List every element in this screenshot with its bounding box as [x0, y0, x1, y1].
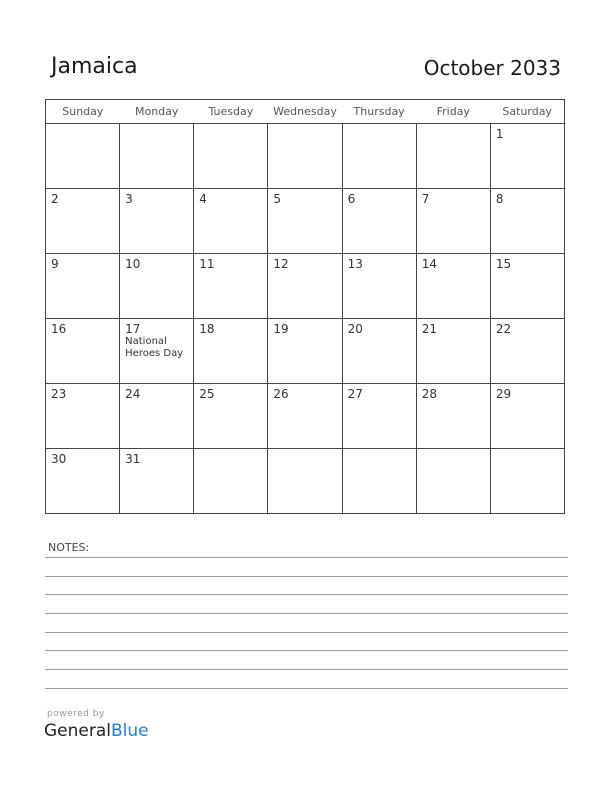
day-cell: [268, 124, 342, 189]
day-cell: [490, 254, 564, 319]
day-cell: [46, 319, 120, 384]
week-row: [46, 319, 565, 384]
day-number: 25: [199, 387, 215, 401]
day-number: 1: [495, 127, 504, 141]
day-cell: [416, 319, 490, 384]
calendar-grid: [45, 99, 565, 514]
note-line: [45, 632, 568, 633]
powered-by-text: powered by: [47, 709, 105, 719]
day-number: 9: [51, 257, 59, 271]
day-cell: [120, 254, 194, 319]
day-number: 29: [495, 387, 512, 401]
day-cell: [268, 449, 342, 514]
day-cell: [490, 124, 564, 189]
day-number: 14: [421, 257, 437, 271]
day-cell: [342, 384, 416, 449]
day-number: 17: [125, 322, 141, 336]
logo-general: General: [44, 721, 111, 741]
day-cell: [342, 189, 416, 254]
day-cell: [490, 449, 564, 514]
day-cell: [416, 384, 490, 449]
day-number: 22: [495, 322, 512, 336]
day-number: 31: [125, 452, 141, 466]
day-number: 8: [495, 192, 504, 206]
note-line: [45, 594, 568, 595]
country-title: Jamaica: [51, 54, 138, 79]
day-cell: [268, 189, 342, 254]
weekday-monday: Monday: [120, 100, 194, 124]
day-number: 7: [421, 192, 430, 206]
logo-blue: Blue: [111, 721, 149, 741]
day-cell: [120, 384, 194, 449]
day-cell: [490, 384, 564, 449]
day-cell: [46, 189, 120, 254]
note-line: [45, 613, 568, 614]
weekday-sunday: Sunday: [46, 100, 120, 124]
month-title: October 2033: [423, 56, 561, 80]
day-number: 27: [347, 387, 363, 401]
day-number: 13: [347, 257, 363, 271]
day-cell: [342, 449, 416, 514]
holiday-label: National Heroes Day: [125, 336, 184, 359]
day-cell: [120, 319, 194, 384]
day-cell: [268, 384, 342, 449]
week-row: [46, 254, 565, 319]
day-cell: [120, 449, 194, 514]
day-number: 6: [347, 192, 356, 206]
day-cell: [194, 319, 268, 384]
day-cell: [416, 189, 490, 254]
week-row: [46, 384, 565, 449]
day-cell: [194, 254, 268, 319]
day-cell: [194, 449, 268, 514]
day-cell: [194, 384, 268, 449]
day-cell: [194, 124, 268, 189]
weekday-tuesday: Tuesday: [194, 100, 268, 124]
day-number: 20: [347, 322, 363, 336]
day-cell: [490, 319, 564, 384]
generalblue-logo: [44, 721, 149, 741]
day-number: 19: [273, 322, 289, 336]
day-cell: [120, 189, 194, 254]
week-row: [46, 124, 565, 189]
notes-label: NOTES:: [48, 541, 90, 554]
day-cell: [194, 189, 268, 254]
weekday-thursday: Thursday: [342, 100, 416, 124]
day-number: 24: [125, 387, 141, 401]
day-cell: [416, 124, 490, 189]
day-cell: [120, 124, 194, 189]
day-cell: [490, 189, 564, 254]
day-cell: [268, 254, 342, 319]
day-number: 18: [199, 322, 215, 336]
day-number: 26: [273, 387, 289, 401]
note-line: [45, 650, 568, 651]
day-number: 3: [125, 192, 133, 206]
day-number: 2: [51, 192, 59, 206]
note-line: [45, 688, 568, 689]
day-number: 4: [199, 192, 207, 206]
weekday-header-row: [46, 100, 565, 124]
day-cell: [46, 384, 120, 449]
day-cell: [46, 124, 120, 189]
weekday-wednesday: Wednesday: [268, 100, 342, 124]
day-cell: [342, 319, 416, 384]
note-line: [45, 557, 568, 558]
day-number: 11: [199, 257, 215, 271]
day-number: 5: [273, 192, 282, 206]
day-cell: [46, 254, 120, 319]
week-row: [46, 189, 565, 254]
day-cell: [416, 254, 490, 319]
day-number: 21: [421, 322, 437, 336]
day-cell: [342, 124, 416, 189]
day-number: 16: [51, 322, 67, 336]
weekday-friday: Friday: [416, 100, 490, 124]
weekday-saturday: Saturday: [490, 100, 564, 124]
day-number: 30: [51, 452, 67, 466]
note-line: [45, 576, 568, 577]
day-cell: [46, 449, 120, 514]
week-row: [46, 449, 565, 514]
day-number: 23: [51, 387, 67, 401]
day-cell: [416, 449, 490, 514]
day-cell: [342, 254, 416, 319]
day-number: 15: [495, 257, 512, 271]
day-number: 12: [273, 257, 289, 271]
day-number: 10: [125, 257, 141, 271]
day-cell: [268, 319, 342, 384]
day-number: 28: [421, 387, 437, 401]
note-line: [45, 669, 568, 670]
